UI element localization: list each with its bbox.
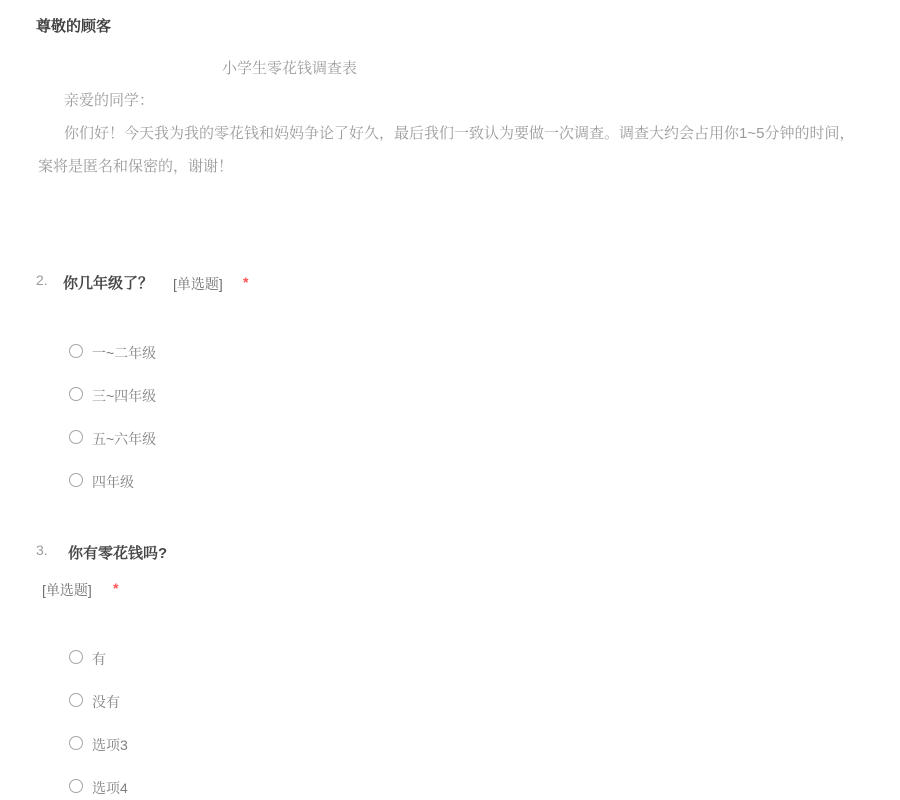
radio-option-label: 一~二年级 xyxy=(92,345,157,361)
radio-option-q2-1[interactable] xyxy=(0,344,900,364)
radio-option-q3-4[interactable] xyxy=(0,779,900,799)
radio-button-icon[interactable] xyxy=(69,650,83,664)
radio-option-q3-2[interactable] xyxy=(0,693,900,713)
question-2-title: 你几年级了？ xyxy=(63,275,154,292)
radio-option-label: 四年级 xyxy=(92,474,134,490)
question-2-type-tag: [单选题] xyxy=(173,276,223,292)
question-3-meta xyxy=(0,578,900,600)
radio-button-icon[interactable] xyxy=(69,736,83,750)
radio-option-label: 五~六年级 xyxy=(92,431,157,447)
radio-option-label: 三~四年级 xyxy=(92,388,157,404)
question-2-number: 2. xyxy=(36,272,48,288)
radio-option-label: 有 xyxy=(92,651,106,667)
radio-button-icon[interactable] xyxy=(69,430,83,444)
question-2-required-asterisk: * xyxy=(243,274,249,290)
greeting-text: 尊敬的顾客 xyxy=(36,18,112,35)
intro-paragraph-line-1: 你们好！今天我为我的零花钱和妈妈争论了好久，最后我们一致认为要做一次调查。调查大约会占用你1~5分钟的时间， xyxy=(64,125,855,142)
radio-option-label: 选项3 xyxy=(92,737,128,753)
radio-button-icon[interactable] xyxy=(69,387,83,401)
radio-option-label: 选项4 xyxy=(92,780,128,796)
question-2-header xyxy=(0,272,900,294)
radio-option-label: 没有 xyxy=(92,694,120,710)
intro-paragraph-line-2: 案将是匿名和保密的，谢谢！ xyxy=(38,158,234,175)
question-3-required-asterisk: * xyxy=(113,580,119,596)
question-3-title: 你有零花钱吗? xyxy=(68,545,168,562)
radio-option-q2-2[interactable] xyxy=(0,387,900,407)
radio-option-q2-4[interactable] xyxy=(0,473,900,493)
form-title: 小学生零花钱调查表 xyxy=(222,60,358,77)
salutation-text: 亲爱的同学： xyxy=(64,92,155,109)
radio-button-icon[interactable] xyxy=(69,473,83,487)
question-3-type-tag: [单选题] xyxy=(42,582,92,598)
radio-button-icon[interactable] xyxy=(69,693,83,707)
question-3-number: 3. xyxy=(36,542,48,558)
radio-option-q3-3[interactable] xyxy=(0,736,900,756)
question-3-header xyxy=(0,542,900,564)
radio-option-q3-1[interactable] xyxy=(0,650,900,670)
radio-button-icon[interactable] xyxy=(69,779,83,793)
radio-option-q2-3[interactable] xyxy=(0,430,900,450)
radio-button-icon[interactable] xyxy=(69,344,83,358)
